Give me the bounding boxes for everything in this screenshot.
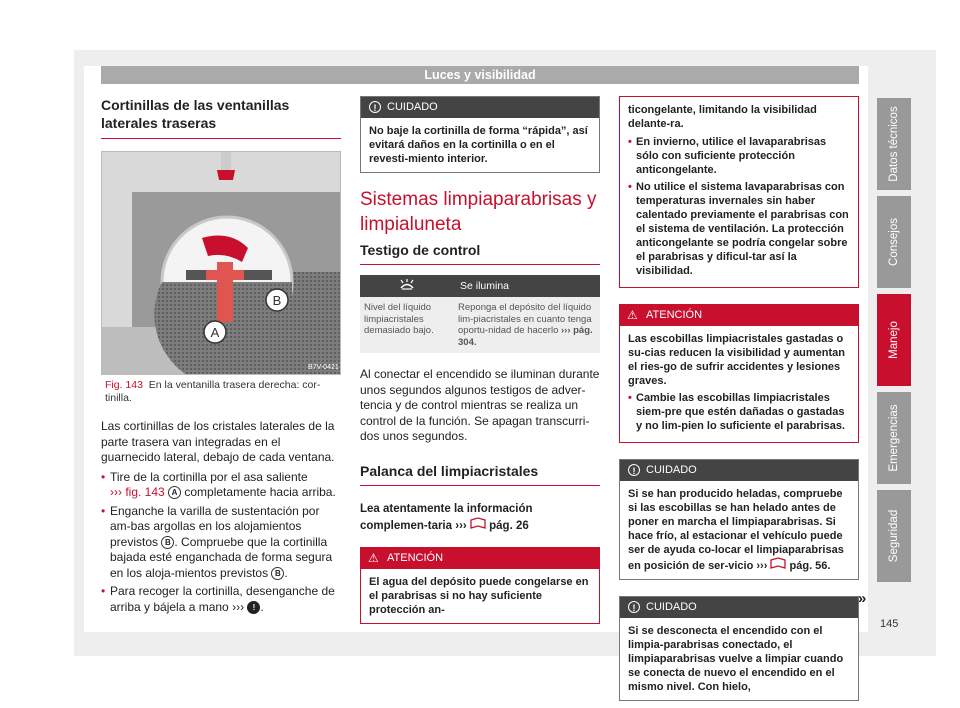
warning-triangle-icon: ⚠: [627, 308, 638, 322]
continue-mark: »: [858, 590, 867, 607]
warning-list: [628, 135, 850, 278]
tab-label: Seguridad: [888, 509, 900, 563]
callout-b: B: [272, 293, 282, 308]
box-label: CUIDADO: [646, 601, 697, 613]
figure-link[interactable]: ››› fig. 143: [110, 485, 165, 499]
box-label: CUIDADO: [387, 101, 438, 113]
control-lamp-table: [360, 275, 600, 353]
atencion-header: [361, 548, 599, 569]
intro-paragraph: Las cortinillas de los cristales laterales de la parte trasera van integradas en el guarnecido lateral, debajo de cada ventana.: [101, 419, 335, 464]
info-icon: !: [628, 601, 640, 613]
figure-code: B7V-0421: [308, 364, 339, 371]
atencion-continued-box: [619, 96, 859, 288]
tab-consejos[interactable]: [877, 196, 911, 288]
section-header: Luces y visibilidad: [101, 66, 859, 84]
table-header-icon: [360, 275, 454, 297]
tab-emergencias[interactable]: [877, 392, 911, 484]
bullet-text: Para recoger la cortinilla, desenganche de arriba y bájela a mano: [110, 584, 335, 614]
box-text: Las escobillas limpiacristales gastadas o su-cias reducen la visibilidad y aumentan el ries-go de sufrir accidentes y lesiones graves.: [628, 333, 846, 387]
cuidado-box: [360, 96, 600, 173]
info-icon: !: [628, 464, 640, 476]
continued-text: ticongelante, limitando la visibilidad delante-ra.: [628, 104, 817, 130]
table-header: Se ilumina: [454, 275, 600, 297]
atencion-continued-body: [620, 97, 858, 287]
box-label: ATENCIÓN: [646, 309, 703, 321]
cuidado-box: [619, 596, 859, 701]
page-link[interactable]: pág. 26: [489, 520, 529, 532]
callout-badge-b: B: [271, 567, 284, 580]
cuidado-body: Si se desconecta el encendido con el limpia-parabrisas conectado, el limpiaparabrisas vuelve a limpiar cuando se conecta de nuevo el encendido en el mismo nivel. Con hielo,: [628, 625, 844, 693]
tab-datos-tecnicos[interactable]: [877, 98, 911, 190]
cuidado-header: [620, 460, 858, 481]
bullet-text: .: [260, 599, 264, 614]
bullet-text: Tire de la cortinilla por el asa saliente: [110, 469, 308, 484]
callout-a: A: [210, 325, 220, 340]
instruction-list: [101, 470, 341, 616]
warning-list: [628, 391, 850, 433]
page-number: 145: [880, 618, 899, 630]
cuidado-body: No baje la cortinilla de forma “rápida”, así evitará daños en la cortinilla o en el revesti-miento interior.: [369, 125, 588, 165]
list-item: [101, 584, 341, 615]
ref-arrows: ›››: [756, 560, 768, 572]
bullet-text: completamente hacia arriba.: [184, 485, 336, 499]
column-3: [619, 96, 859, 701]
table-cell: Nivel del líquido limpiacristales demasiado bajo.: [360, 297, 454, 353]
callout-badge-a: A: [168, 486, 181, 499]
caption-text: En la ventanilla trasera derecha: cor-tinilla.: [105, 379, 321, 404]
sunshade-illustration: [102, 152, 341, 374]
box-label: ATENCIÓN: [387, 551, 444, 564]
atencion-header: [620, 305, 858, 326]
column-2: [360, 96, 600, 624]
tab-label: Manejo: [888, 321, 900, 359]
atencion-body: [620, 326, 858, 442]
tab-seguridad[interactable]: [877, 490, 911, 582]
subsection-title: Palanca del limpiacristales: [360, 463, 600, 486]
info-icon: !: [369, 101, 381, 113]
warning-icon: !: [247, 601, 260, 614]
note-text: Lea atentamente la información complemen-taria: [360, 502, 533, 532]
atencion-box: [360, 547, 600, 624]
figure-caption: [101, 379, 341, 405]
book-icon: [470, 517, 486, 529]
list-item: • En invierno, utilice el lavaparabrisas sólo con suficiente protección anticongelante.: [628, 135, 850, 177]
note-arrows: ›››: [455, 520, 470, 532]
list-item: • No utilice el sistema lavaparabrisas con temperaturas invernales sin haber calentado previamente el parabrisas con el sistema de ventilación. La protección anticongelante se podría congelar sobre el parabrisas y dificul-tar así la visibilidad.: [628, 180, 850, 278]
cell-text: Reponga el depósito del líquido lim-piacristales en cuanto tenga oportu-nidad de hacerlo: [458, 302, 592, 336]
lamp-paragraph: Al conectar el encendido se iluminan durante unos segundos algunos testigos de adver-tencia y de control mientras se realiza un control de la función. Se apagan transcurri-dos unos segundos.: [360, 367, 600, 443]
tab-label: Consejos: [888, 218, 900, 266]
subsection-title: Testigo de control: [360, 242, 600, 265]
tab-label: Datos técnicos: [888, 106, 900, 182]
list-item: [101, 470, 341, 501]
bullet-text: Enganche la varilla de sustentación por am-bas argollas en los alojamientos previstos: [110, 503, 320, 549]
bullet-text: . Compruebe que la cortinilla bajada esté enganchada de forma segura en los aloja-mientos previstos: [110, 534, 333, 580]
box-label: CUIDADO: [646, 464, 697, 476]
page-link[interactable]: ››› pág. 304.: [458, 325, 593, 348]
bullet-text: .: [284, 565, 288, 580]
figure-143: [101, 151, 341, 375]
chapter-title: Sistemas limpiaparabrisas y limpialuneta: [360, 189, 597, 235]
column-1: [101, 96, 341, 618]
cuidado-box: [619, 459, 859, 580]
cuidado-header: [361, 97, 599, 118]
book-icon: [770, 557, 786, 569]
list-item: [101, 504, 341, 582]
tab-label: Emergencias: [888, 404, 900, 472]
atencion-box: [619, 304, 859, 443]
box-text: Si se han producido heladas, compruebe si las escobillas se han helado antes de poner en marcha el limpiaparabrisas. Si hace frío, al estacionar el vehículo puede ser de ayuda co-locar el limpiaparabrisas en posición de ser-vicio: [628, 488, 844, 572]
table-cell: [454, 297, 600, 353]
washer-fluid-icon: [399, 279, 415, 291]
figure-ref: Fig. 143: [105, 379, 143, 391]
tab-manejo[interactable]: [877, 294, 911, 386]
warning-triangle-icon: ⚠: [368, 550, 379, 565]
info-note: [360, 502, 600, 535]
list-item: • Cambie las escobillas limpiacristales siem-pre que estén dañadas o gastadas y no lim-pien lo suficiente el parabrisas.: [628, 391, 850, 433]
section-title: Cortinillas de las ventanillas laterales traseras: [101, 96, 341, 139]
cuidado-body: [620, 481, 858, 579]
cuidado-header: [620, 597, 858, 618]
callout-badge-b: B: [161, 536, 174, 549]
atencion-body: El agua del depósito puede congelarse en el parabrisas si no hay suficiente protección an-: [369, 575, 589, 616]
page-link[interactable]: pág. 56.: [789, 560, 831, 572]
warning-link[interactable]: ›››: [232, 599, 245, 614]
